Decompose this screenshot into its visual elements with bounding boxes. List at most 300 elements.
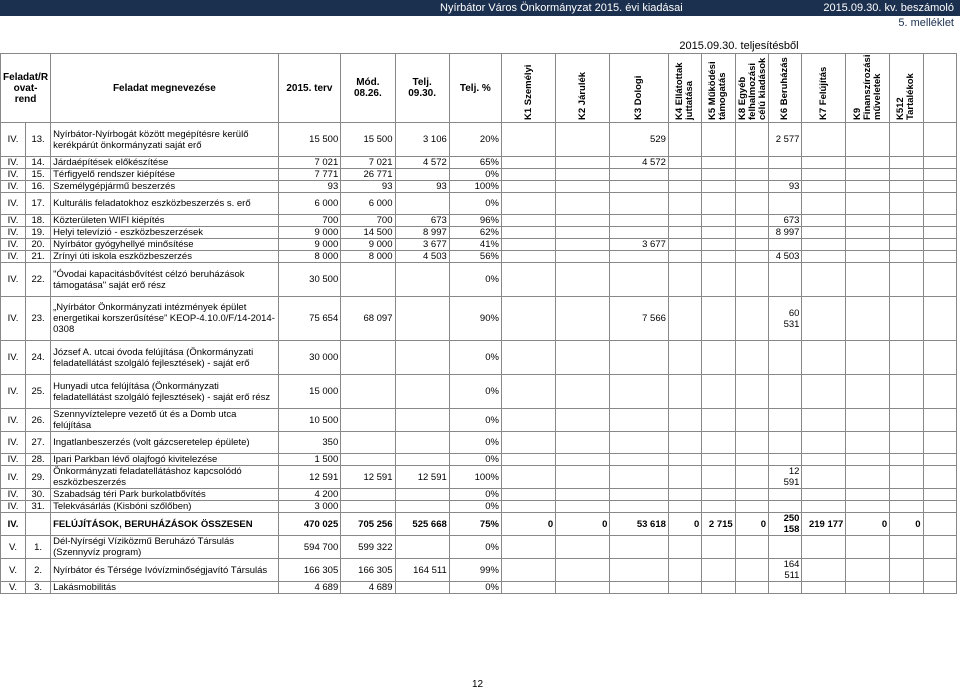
cell-mod: 26 771 [341, 169, 395, 181]
cell-k512 [890, 239, 923, 251]
cell-k2: 0 [556, 513, 610, 536]
col-header-k1: K1 Személyi [501, 54, 555, 123]
cell-telj [395, 263, 449, 297]
cell-mod: 14 500 [341, 227, 395, 239]
cell-b: 31. [26, 501, 51, 513]
cell-k8 [735, 123, 768, 157]
cell-blank [923, 215, 956, 227]
cell-telj: 4 503 [395, 251, 449, 263]
cell-k2 [556, 169, 610, 181]
cell-k1 [501, 559, 555, 582]
cell-k3 [610, 536, 668, 559]
cell-k5 [702, 215, 735, 227]
cell-a: IV. [1, 409, 26, 432]
cell-name: Közterületen WIFI kiépítés [51, 215, 279, 227]
cell-k5 [702, 157, 735, 169]
cell-blank [923, 251, 956, 263]
cell-b: 13. [26, 123, 51, 157]
cell-k6 [769, 489, 802, 501]
table-row [1, 181, 957, 193]
cell-k7 [802, 251, 846, 263]
cell-k2 [556, 536, 610, 559]
cell-a: V. [1, 559, 26, 582]
cell-pct: 56% [449, 251, 501, 263]
cell-k512 [890, 227, 923, 239]
cell-k512 [890, 215, 923, 227]
cell-terv: 9 000 [278, 239, 341, 251]
cell-b: 3. [26, 582, 51, 594]
table-row [1, 157, 957, 169]
cell-k3 [610, 582, 668, 594]
cell-blank [923, 489, 956, 501]
cell-a: IV. [1, 123, 26, 157]
cell-k2 [556, 251, 610, 263]
table-row [1, 169, 957, 181]
table-row [1, 251, 957, 263]
cell-telj [395, 432, 449, 454]
cell-pct: 99% [449, 559, 501, 582]
cell-k4 [668, 432, 701, 454]
cell-k1 [501, 215, 555, 227]
cell-name: Helyi televízió - eszközbeszerzések [51, 227, 279, 239]
cell-mod: 12 591 [341, 466, 395, 489]
cell-terv: 75 654 [278, 297, 341, 341]
cell-a: IV. [1, 181, 26, 193]
cell-k6: 4 503 [769, 251, 802, 263]
cell-blank [923, 501, 956, 513]
cell-k2 [556, 409, 610, 432]
cell-mod: 166 305 [341, 559, 395, 582]
cell-mod: 93 [341, 181, 395, 193]
cell-k7 [802, 123, 846, 157]
cell-telj [395, 341, 449, 375]
col-header-mod: Mód. 08.26. [341, 54, 395, 123]
cell-k3 [610, 227, 668, 239]
cell-k4 [668, 239, 701, 251]
cell-blank [923, 263, 956, 297]
cell-mod: 9 000 [341, 239, 395, 251]
table-row [1, 536, 957, 559]
cell-k9 [846, 239, 890, 251]
cell-k3 [610, 501, 668, 513]
cell-k4: 0 [668, 513, 701, 536]
cell-name: FELÚJÍTÁSOK, BERUHÁZÁSOK ÖSSZESEN [51, 513, 279, 536]
cell-blank [923, 341, 956, 375]
cell-blank [923, 375, 956, 409]
cell-a: V. [1, 536, 26, 559]
cell-telj: 3 106 [395, 123, 449, 157]
cell-terv: 1 500 [278, 454, 341, 466]
cell-k4 [668, 489, 701, 501]
cell-k6: 164 511 [769, 559, 802, 582]
cell-b: 16. [26, 181, 51, 193]
cell-k6: 673 [769, 215, 802, 227]
cell-k512 [890, 169, 923, 181]
cell-telj [395, 169, 449, 181]
cell-name: Zrínyi úti iskola eszközbeszerzés [51, 251, 279, 263]
cell-k7 [802, 263, 846, 297]
cell-telj [395, 501, 449, 513]
cell-k4 [668, 297, 701, 341]
cell-k5 [702, 181, 735, 193]
cell-k1 [501, 466, 555, 489]
cell-k8 [735, 582, 768, 594]
cell-terv: 8 000 [278, 251, 341, 263]
cell-blank [923, 466, 956, 489]
cell-k1 [501, 409, 555, 432]
cell-b: 28. [26, 454, 51, 466]
table-row [1, 215, 957, 227]
cell-mod [341, 375, 395, 409]
cell-k2 [556, 432, 610, 454]
cell-k8 [735, 297, 768, 341]
cell-k512 [890, 409, 923, 432]
cell-k8 [735, 341, 768, 375]
cell-telj: 4 572 [395, 157, 449, 169]
cell-terv: 3 000 [278, 501, 341, 513]
col-header-k9: K9 Finanszírozási műveletek [846, 54, 890, 123]
cell-k1 [501, 536, 555, 559]
cell-k5 [702, 251, 735, 263]
cell-k2 [556, 501, 610, 513]
cell-b: 24. [26, 341, 51, 375]
cell-k3: 3 677 [610, 239, 668, 251]
cell-k2 [556, 181, 610, 193]
cell-pct: 90% [449, 297, 501, 341]
cell-k2 [556, 215, 610, 227]
cell-k7 [802, 297, 846, 341]
col-header-k7: K7 Felújítás [802, 54, 846, 123]
cell-k5 [702, 227, 735, 239]
cell-k6 [769, 169, 802, 181]
cell-k9 [846, 297, 890, 341]
cell-pct: 0% [449, 536, 501, 559]
cell-k9 [846, 432, 890, 454]
cell-blank [923, 297, 956, 341]
cell-k3 [610, 409, 668, 432]
cell-blank [923, 157, 956, 169]
cell-k7: 219 177 [802, 513, 846, 536]
cell-terv: 4 200 [278, 489, 341, 501]
cell-k4 [668, 227, 701, 239]
cell-mod [341, 341, 395, 375]
col-header-k6: K6 Beruházás [769, 54, 802, 123]
cell-k512 [890, 466, 923, 489]
cell-k3 [610, 341, 668, 375]
cell-k1 [501, 123, 555, 157]
table-row [1, 582, 957, 594]
cell-k3 [610, 181, 668, 193]
cell-k512 [890, 297, 923, 341]
cell-k7 [802, 559, 846, 582]
cell-mod: 599 322 [341, 536, 395, 559]
cell-k8 [735, 489, 768, 501]
cell-k2 [556, 341, 610, 375]
cell-k4 [668, 582, 701, 594]
cell-mod: 15 500 [341, 123, 395, 157]
cell-k9 [846, 263, 890, 297]
cell-terv: 166 305 [278, 559, 341, 582]
cell-b: 2. [26, 559, 51, 582]
table-row [1, 263, 957, 297]
cell-name: Kulturális feladatokhoz eszközbeszerzés s. erő [51, 193, 279, 215]
cell-k6 [769, 193, 802, 215]
cell-telj [395, 454, 449, 466]
cell-terv: 93 [278, 181, 341, 193]
cell-b: 22. [26, 263, 51, 297]
cell-k7 [802, 181, 846, 193]
cell-k3 [610, 251, 668, 263]
cell-a: IV. [1, 432, 26, 454]
cell-k4 [668, 169, 701, 181]
cell-k1 [501, 193, 555, 215]
cell-telj [395, 582, 449, 594]
cell-k3: 53 618 [610, 513, 668, 536]
cell-k9 [846, 582, 890, 594]
cell-a: IV. [1, 263, 26, 297]
cell-b: 23. [26, 297, 51, 341]
cell-k7 [802, 157, 846, 169]
cell-terv: 15 000 [278, 375, 341, 409]
cell-mod [341, 432, 395, 454]
cell-blank [923, 582, 956, 594]
report-title: Nyírbátor Város Önkormányzat 2015. évi kiadásai [440, 2, 683, 14]
cell-k1 [501, 501, 555, 513]
cell-a: IV. [1, 454, 26, 466]
cell-k5 [702, 409, 735, 432]
cell-k4 [668, 251, 701, 263]
cell-b: 21. [26, 251, 51, 263]
cell-k5 [702, 123, 735, 157]
cell-a: IV. [1, 251, 26, 263]
cell-a: IV. [1, 227, 26, 239]
cell-b: 17. [26, 193, 51, 215]
col-header-name: Feladat megnevezése [51, 54, 279, 123]
cell-k2 [556, 466, 610, 489]
cell-k8 [735, 227, 768, 239]
cell-k8 [735, 239, 768, 251]
cell-k6 [769, 536, 802, 559]
cell-b: 19. [26, 227, 51, 239]
annex-label: 5. melléklet [898, 17, 954, 29]
cell-k1: 0 [501, 513, 555, 536]
cell-terv: 594 700 [278, 536, 341, 559]
cell-name: Önkormányzati feladatellátáshoz kapcsolódó eszközbeszerzés [51, 466, 279, 489]
cell-blank [923, 123, 956, 157]
cell-k1 [501, 157, 555, 169]
cell-k6 [769, 409, 802, 432]
cell-k2 [556, 193, 610, 215]
table-row [1, 341, 957, 375]
cell-mod [341, 489, 395, 501]
cell-name: Dél-Nyírségi Víziközmű Beruházó Társulás (Szennyvíz program) [51, 536, 279, 559]
expenditure-table [0, 53, 957, 594]
cell-b: 26. [26, 409, 51, 432]
cell-blank [923, 454, 956, 466]
table-row [1, 489, 957, 501]
table-row [1, 239, 957, 251]
cell-telj: 164 511 [395, 559, 449, 582]
cell-b: 29. [26, 466, 51, 489]
cell-mod: 8 000 [341, 251, 395, 263]
cell-terv: 6 000 [278, 193, 341, 215]
cell-k2 [556, 263, 610, 297]
col-header-k4: K4 Ellátottak juttatása [668, 54, 701, 123]
cell-k8 [735, 251, 768, 263]
cell-k5 [702, 454, 735, 466]
cell-b: 30. [26, 489, 51, 501]
col-header-k8: K8 Egyéb felhalmozási célú kiadások [735, 54, 768, 123]
cell-k9: 0 [846, 513, 890, 536]
table-row [1, 454, 957, 466]
cell-k9 [846, 466, 890, 489]
cell-name: Nyírbátor és Térsége Ivóvízminőségjavító Társulás [51, 559, 279, 582]
cell-k512 [890, 157, 923, 169]
cell-k4 [668, 454, 701, 466]
table-row [1, 466, 957, 489]
cell-b [26, 513, 51, 536]
cell-k512: 0 [890, 513, 923, 536]
cell-k2 [556, 454, 610, 466]
cell-k8 [735, 536, 768, 559]
col-header-telj: Telj. 09.30. [395, 54, 449, 123]
cell-pct: 0% [449, 169, 501, 181]
cell-telj [395, 193, 449, 215]
cell-k7 [802, 215, 846, 227]
cell-k9 [846, 123, 890, 157]
cell-k5 [702, 375, 735, 409]
cell-pct: 96% [449, 215, 501, 227]
cell-k6: 8 997 [769, 227, 802, 239]
cell-mod [341, 454, 395, 466]
cell-pct: 0% [449, 263, 501, 297]
cell-k7 [802, 454, 846, 466]
cell-a: IV. [1, 157, 26, 169]
cell-telj: 673 [395, 215, 449, 227]
cell-k1 [501, 432, 555, 454]
cell-name: Térfigyelő rendszer kiépítése [51, 169, 279, 181]
cell-telj: 93 [395, 181, 449, 193]
cell-a: IV. [1, 297, 26, 341]
cell-terv: 9 000 [278, 227, 341, 239]
cell-k4 [668, 181, 701, 193]
cell-k2 [556, 157, 610, 169]
cell-k3 [610, 559, 668, 582]
cell-blank [923, 239, 956, 251]
cell-telj [395, 489, 449, 501]
table-row [1, 193, 957, 215]
cell-k4 [668, 466, 701, 489]
cell-k512 [890, 251, 923, 263]
cell-k6 [769, 432, 802, 454]
cell-b: 15. [26, 169, 51, 181]
cell-k7 [802, 432, 846, 454]
cell-k1 [501, 454, 555, 466]
cell-k5 [702, 263, 735, 297]
cell-k7 [802, 489, 846, 501]
cell-k7 [802, 501, 846, 513]
cell-k9 [846, 454, 890, 466]
cell-pct: 20% [449, 123, 501, 157]
cell-name: „Nyírbátor Önkormányzati intézmények épület energetikai korszerűsítése” KEOP-4.10.0/F/14-2014-0308 [51, 297, 279, 341]
cell-k512 [890, 181, 923, 193]
cell-k6: 93 [769, 181, 802, 193]
cell-telj [395, 409, 449, 432]
cell-k4 [668, 157, 701, 169]
cell-k512 [890, 432, 923, 454]
cell-a: IV. [1, 513, 26, 536]
cell-terv: 470 025 [278, 513, 341, 536]
cell-k9 [846, 559, 890, 582]
cell-k5 [702, 582, 735, 594]
cell-terv: 10 500 [278, 409, 341, 432]
cell-b: 25. [26, 375, 51, 409]
cell-name: Telekvásárlás (Kisbóni szőlőben) [51, 501, 279, 513]
cell-k512 [890, 263, 923, 297]
cell-a: IV. [1, 193, 26, 215]
cell-b: 20. [26, 239, 51, 251]
cell-k8 [735, 215, 768, 227]
cell-k4 [668, 341, 701, 375]
cell-blank [923, 432, 956, 454]
cell-k5 [702, 501, 735, 513]
cell-pct: 0% [449, 193, 501, 215]
cell-pct: 62% [449, 227, 501, 239]
cell-k3 [610, 263, 668, 297]
cell-blank [923, 193, 956, 215]
cell-k1 [501, 263, 555, 297]
cell-k512 [890, 536, 923, 559]
cell-name: Járdaépítések előkészítése [51, 157, 279, 169]
cell-name: Hunyadi utca felújítása (Önkormányzati feladatellátást szolgáló fejlesztések) - saját erő rész [51, 375, 279, 409]
cell-k1 [501, 169, 555, 181]
cell-k3 [610, 489, 668, 501]
cell-terv: 30 000 [278, 341, 341, 375]
cell-k5 [702, 169, 735, 181]
cell-k1 [501, 251, 555, 263]
cell-k8 [735, 157, 768, 169]
col-header-k3: K3 Dologi [610, 54, 668, 123]
cell-telj [395, 536, 449, 559]
cell-pct: 0% [449, 341, 501, 375]
cell-a: IV. [1, 215, 26, 227]
cell-k512 [890, 559, 923, 582]
cell-k1 [501, 489, 555, 501]
cell-name: József A. utcai óvoda felújítása (Önkormányzati feladatellátást szolgáló fejlesztések) - saját erő [51, 341, 279, 375]
report-date: 2015.09.30. kv. beszámoló [823, 2, 954, 14]
cell-k1 [501, 181, 555, 193]
cell-k2 [556, 559, 610, 582]
cell-k512 [890, 582, 923, 594]
cell-k3: 7 566 [610, 297, 668, 341]
cell-k3: 529 [610, 123, 668, 157]
cell-pct: 65% [449, 157, 501, 169]
cell-k9 [846, 157, 890, 169]
cell-k6 [769, 501, 802, 513]
cell-k512 [890, 193, 923, 215]
cell-k6: 60 531 [769, 297, 802, 341]
cell-k3 [610, 375, 668, 409]
cell-mod: 705 256 [341, 513, 395, 536]
cell-k8 [735, 409, 768, 432]
cell-k7 [802, 536, 846, 559]
cell-name: "Óvodai kapacitásbővítést célzó beruházások támogatása" saját erő rész [51, 263, 279, 297]
cell-k9 [846, 227, 890, 239]
cell-terv: 15 500 [278, 123, 341, 157]
cell-a: IV. [1, 169, 26, 181]
cell-mod [341, 501, 395, 513]
cell-pct: 75% [449, 513, 501, 536]
